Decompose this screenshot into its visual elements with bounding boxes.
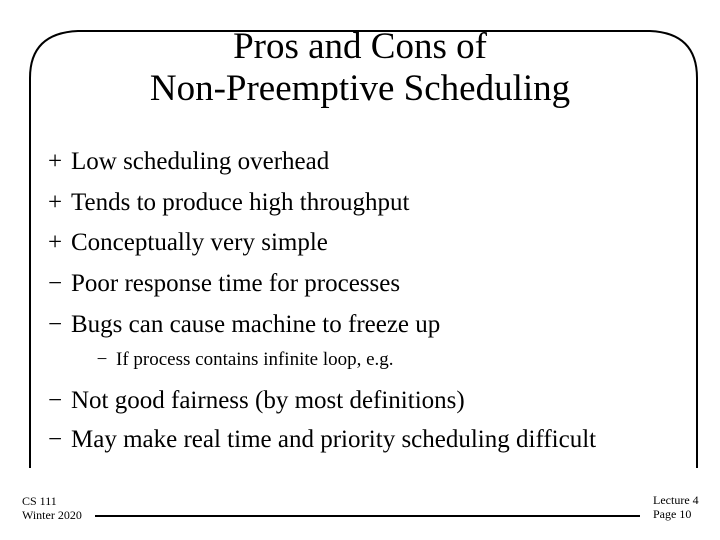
title-line-2: Non-Preemptive Scheduling — [149, 68, 571, 109]
course-label: CS 111 — [22, 494, 57, 508]
bullet-text: Low scheduling overhead — [71, 148, 330, 175]
minus-icon: − — [47, 426, 63, 453]
plus-icon: + — [47, 189, 63, 216]
term-label: Winter 2020 — [22, 508, 82, 522]
bullet-text: Tends to produce high throughput — [71, 189, 410, 216]
title-line-1: Pros and Cons of — [233, 26, 487, 67]
minus-icon: − — [47, 387, 63, 414]
minus-icon: − — [47, 270, 63, 297]
bullet-text: Conceptually very simple — [71, 229, 328, 256]
plus-icon: + — [47, 148, 63, 175]
bullet-text: Poor response time for processes — [71, 270, 401, 297]
minus-icon: − — [96, 349, 108, 370]
footer-course-info — [22, 494, 82, 522]
sub-bullet-text: If process contains infinite loop, e.g. — [116, 349, 394, 370]
minus-icon: − — [47, 311, 63, 338]
plus-icon: + — [47, 229, 63, 256]
lecture-label: Lecture 4 — [653, 493, 699, 507]
bullet-text: Bugs can cause machine to freeze up — [71, 311, 441, 338]
footer-page-info — [653, 493, 699, 521]
bullet-text: May make real time and priority scheduling difficult — [71, 426, 597, 453]
bullet-text: Not good fairness (by most definitions) — [71, 387, 465, 414]
page-number: Page 10 — [653, 507, 692, 521]
